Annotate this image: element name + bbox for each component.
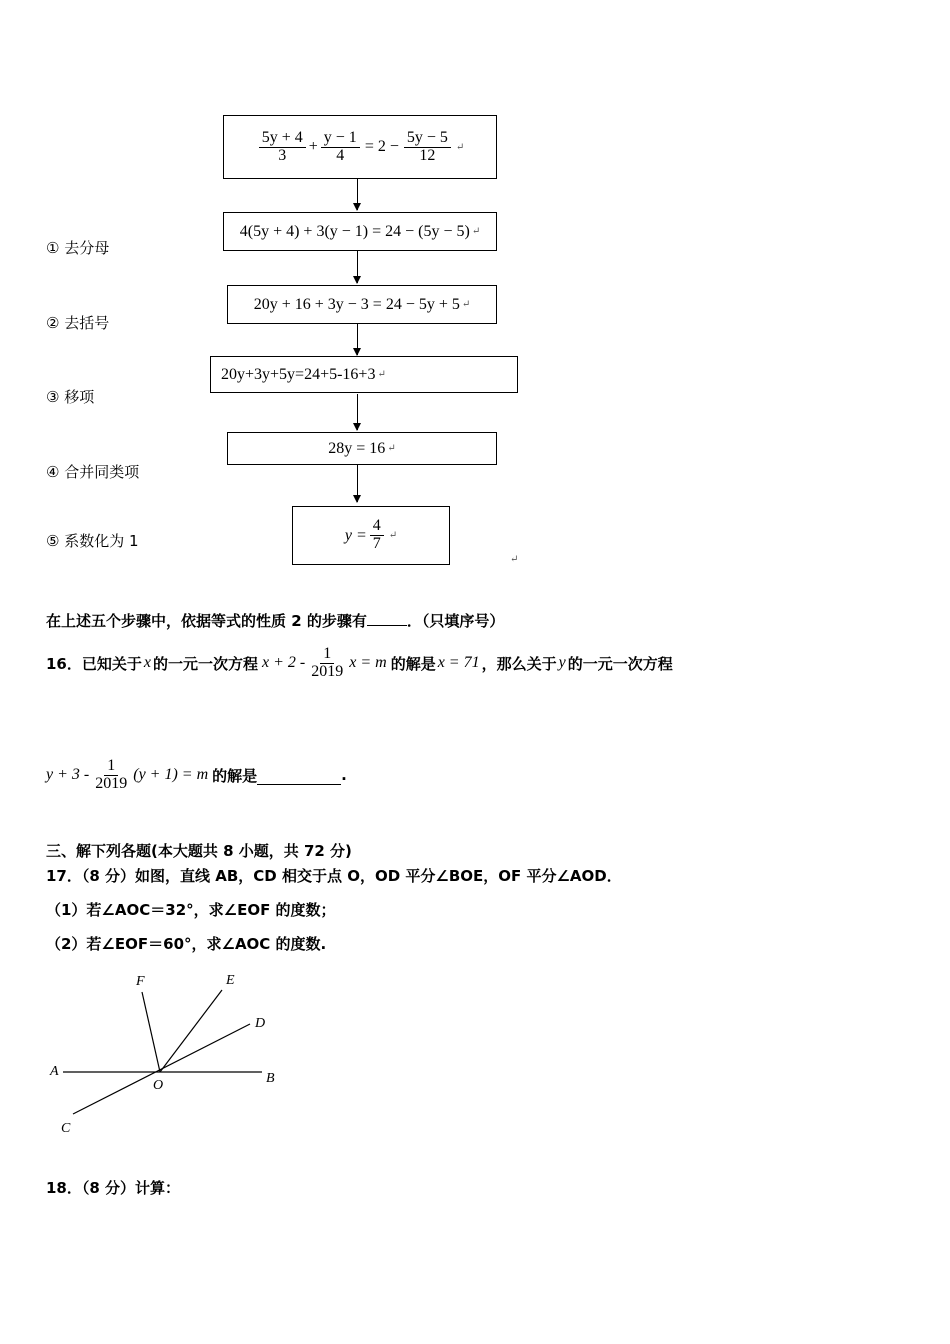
flow-box-step5 — [292, 506, 450, 565]
flow-box-step4 — [227, 432, 497, 465]
flow-arrow-down-icon — [357, 250, 358, 283]
q16-eq2-right: (y + 1) = m — [133, 766, 209, 784]
q17-part1: （1）若∠AOC＝32°，求∠EOF 的度数； — [46, 901, 336, 919]
return-mark-icon: ↵ — [455, 141, 465, 153]
answer-blank[interactable] — [257, 766, 341, 785]
step-label-5: ⑤ 系数化为 1 — [46, 532, 139, 550]
frac3-denominator: 12 — [419, 146, 436, 164]
step3-equation: 20y+3y+5y=24+5-16+3 — [221, 365, 376, 383]
q16-question-line2 — [46, 758, 347, 793]
label-O: O — [153, 1078, 164, 1093]
q16-end: . — [341, 766, 347, 785]
q16-tail: 的解是 — [212, 766, 258, 785]
return-mark-icon: ↵ — [388, 530, 398, 541]
q15-question-tail — [46, 610, 504, 631]
q16-var-x: x — [143, 654, 151, 672]
q16-mid3: ，那么关于 — [481, 654, 557, 673]
q15-text-end: ．（只填序号） — [406, 612, 505, 630]
frac2-numerator: y − 1 — [321, 130, 360, 148]
q16-eq1-left: x + 2 - — [262, 654, 306, 672]
label-E: E — [226, 973, 235, 988]
flow-box-step1 — [223, 212, 497, 251]
step1-equation: 4(5y + 4) + 3(y − 1) = 24 − (5y − 5) — [239, 222, 470, 240]
q16-frac2-den: 2019 — [95, 774, 128, 792]
equals-two-minus: = 2 − — [364, 138, 399, 155]
label-D: D — [255, 1016, 266, 1031]
q16-solution: x = 71 — [437, 654, 480, 672]
line-CD — [73, 1024, 250, 1114]
step-label-3: ③ 移项 — [46, 388, 95, 406]
flow-box-step2 — [227, 285, 497, 324]
q16-mid2: 的解是 — [390, 654, 436, 673]
q17-stem: 17．（8 分）如图，直线 AB，CD 相交于点 O，OD 平分∠BOE，OF 平分∠AOD． — [46, 867, 622, 885]
plus-sign: + — [308, 138, 318, 155]
angle-figure — [40, 962, 300, 1142]
section-3-title: 三、解下列各题(本大题共 8 小题，共 72 分) — [46, 842, 352, 860]
step-label-2: ② 去括号 — [46, 314, 110, 332]
q16-question-line1 — [46, 646, 673, 681]
flow-box-original-equation — [223, 115, 497, 179]
step4-equation: 28y = 16 — [328, 439, 386, 457]
frac3-numerator: 5y − 5 — [404, 130, 451, 148]
flow-box-step3 — [210, 356, 518, 393]
ray-OE — [160, 990, 222, 1072]
q16-frac-num: 1 — [320, 646, 334, 664]
frac1-denominator: 3 — [278, 146, 287, 164]
return-mark-icon: ↵ — [377, 369, 386, 380]
q17-part2: （2）若∠EOF＝60°，求∠AOC 的度数. — [46, 935, 327, 953]
q16-frac-den: 2019 — [311, 662, 344, 680]
return-mark-icon: ↵ — [387, 443, 396, 454]
step2-equation: 20y + 16 + 3y − 3 = 24 − 5y + 5 — [253, 295, 460, 313]
return-mark-icon: ↵ — [461, 299, 471, 310]
answer-blank[interactable] — [367, 625, 407, 626]
label-F: F — [136, 974, 145, 989]
q16-eq2-left: y + 3 - — [46, 766, 90, 784]
step-label-4: ④ 合并同类项 — [46, 463, 140, 481]
return-mark-icon: ↵ — [510, 554, 519, 565]
label-A: A — [50, 1064, 59, 1079]
step5-numerator: 4 — [370, 518, 384, 536]
frac1-numerator: 5y + 4 — [259, 130, 306, 148]
flow-arrow-down-icon — [357, 394, 358, 430]
ray-OF — [142, 992, 160, 1072]
step5-denominator: 7 — [372, 535, 381, 552]
q16-frac2-num: 1 — [104, 758, 118, 776]
flow-arrow-down-icon — [357, 323, 358, 355]
q16-mid1: 的一元一次方程 — [152, 654, 258, 673]
flow-arrow-down-icon — [357, 464, 358, 502]
q16-prefix: 16．已知关于 — [46, 654, 142, 673]
step5-lhs: y = — [344, 526, 367, 544]
return-mark-icon: ↵ — [471, 226, 481, 237]
q18-stem: 18．（8 分）计算： — [46, 1179, 181, 1197]
label-B: B — [266, 1071, 275, 1086]
q15-text: 在上述五个步骤中，依据等式的性质 2 的步骤有 — [46, 612, 367, 630]
flow-arrow-down-icon — [357, 178, 358, 210]
q16-eq1-right: x = m — [349, 654, 387, 672]
step-label-1: ① 去分母 — [46, 239, 110, 257]
q16-mid4: 的一元一次方程 — [567, 654, 673, 673]
label-C: C — [61, 1121, 71, 1136]
frac2-denominator: 4 — [336, 146, 345, 164]
q16-var-y: y — [558, 654, 566, 672]
